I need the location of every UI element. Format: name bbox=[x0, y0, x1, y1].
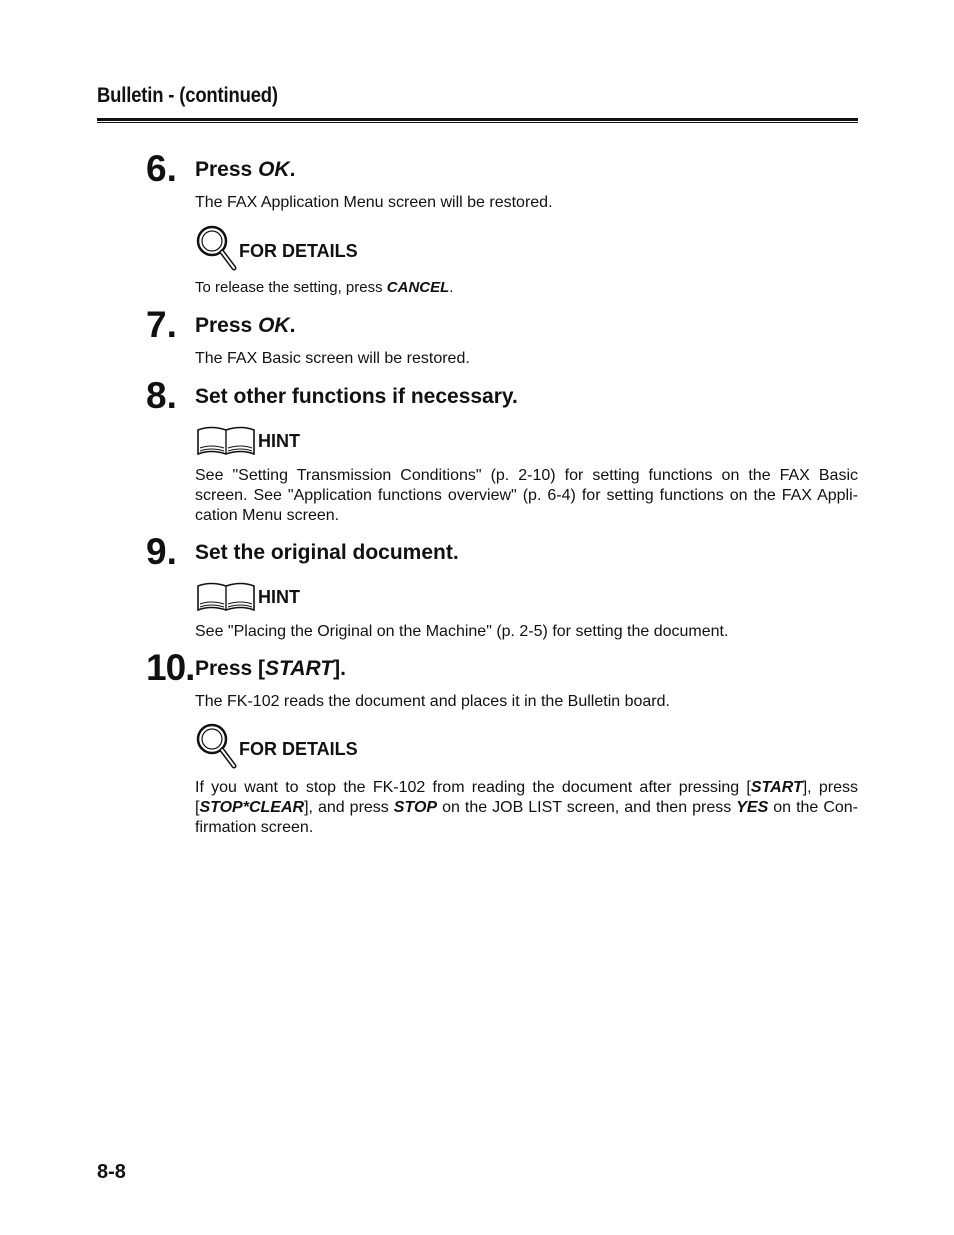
step-9-number: 9. bbox=[146, 531, 177, 572]
page-number: 8-8 bbox=[97, 1161, 126, 1183]
header-rule bbox=[97, 118, 858, 121]
step-6-details-label: FOR DETAILS bbox=[239, 241, 358, 261]
section-header: Bulletin - (continued) bbox=[97, 84, 278, 107]
step-6-title: Press OK. bbox=[195, 158, 296, 181]
step-9-hint-text: See "Placing the Original on the Machine" (p. 2-5) for setting the document. bbox=[195, 623, 729, 640]
magnifier-icon bbox=[194, 224, 238, 272]
step-7-description: The FAX Basic screen will be restored. bbox=[195, 350, 470, 367]
step-10-number: 10. bbox=[146, 647, 195, 688]
header-rule-thin bbox=[97, 122, 858, 123]
step-8-number: 8. bbox=[146, 375, 177, 416]
open-book-icon bbox=[196, 580, 256, 612]
open-book-icon bbox=[196, 424, 256, 456]
step-8-hint-text: See "Setting Transmission Conditions" (p. 2-10) for setting functions on the FAX Basic screen. See "Application functions overview" (p. 6-4) for setting functions on the FAX Appli-cation Menu screen. bbox=[195, 467, 858, 524]
step-8-title: Set other functions if necessary. bbox=[195, 385, 518, 408]
step-6-number: 6. bbox=[146, 148, 177, 189]
step-6-details-text: To release the setting, press CANCEL. bbox=[195, 279, 454, 296]
step-7-number: 7. bbox=[146, 304, 177, 345]
step-10-details-label: FOR DETAILS bbox=[239, 739, 358, 759]
step-7-title: Press OK. bbox=[195, 314, 296, 337]
magnifier-icon bbox=[194, 722, 238, 770]
step-9-title: Set the original document. bbox=[195, 541, 459, 564]
step-10-title: Press [START]. bbox=[195, 657, 346, 680]
step-10-description: The FK-102 reads the document and places it in the Bulletin board. bbox=[195, 693, 670, 710]
step-6-description: The FAX Application Menu screen will be restored. bbox=[195, 194, 553, 211]
step-10-details-text: If you want to stop the FK-102 from reading the document after pressing [START], press [STOP*CLEAR], and press STOP on the JOB LIST screen, and then press YES on the Con-firmation screen. bbox=[195, 779, 859, 836]
step-9-hint-label: HINT bbox=[258, 587, 300, 607]
step-8-hint-label: HINT bbox=[258, 431, 300, 451]
